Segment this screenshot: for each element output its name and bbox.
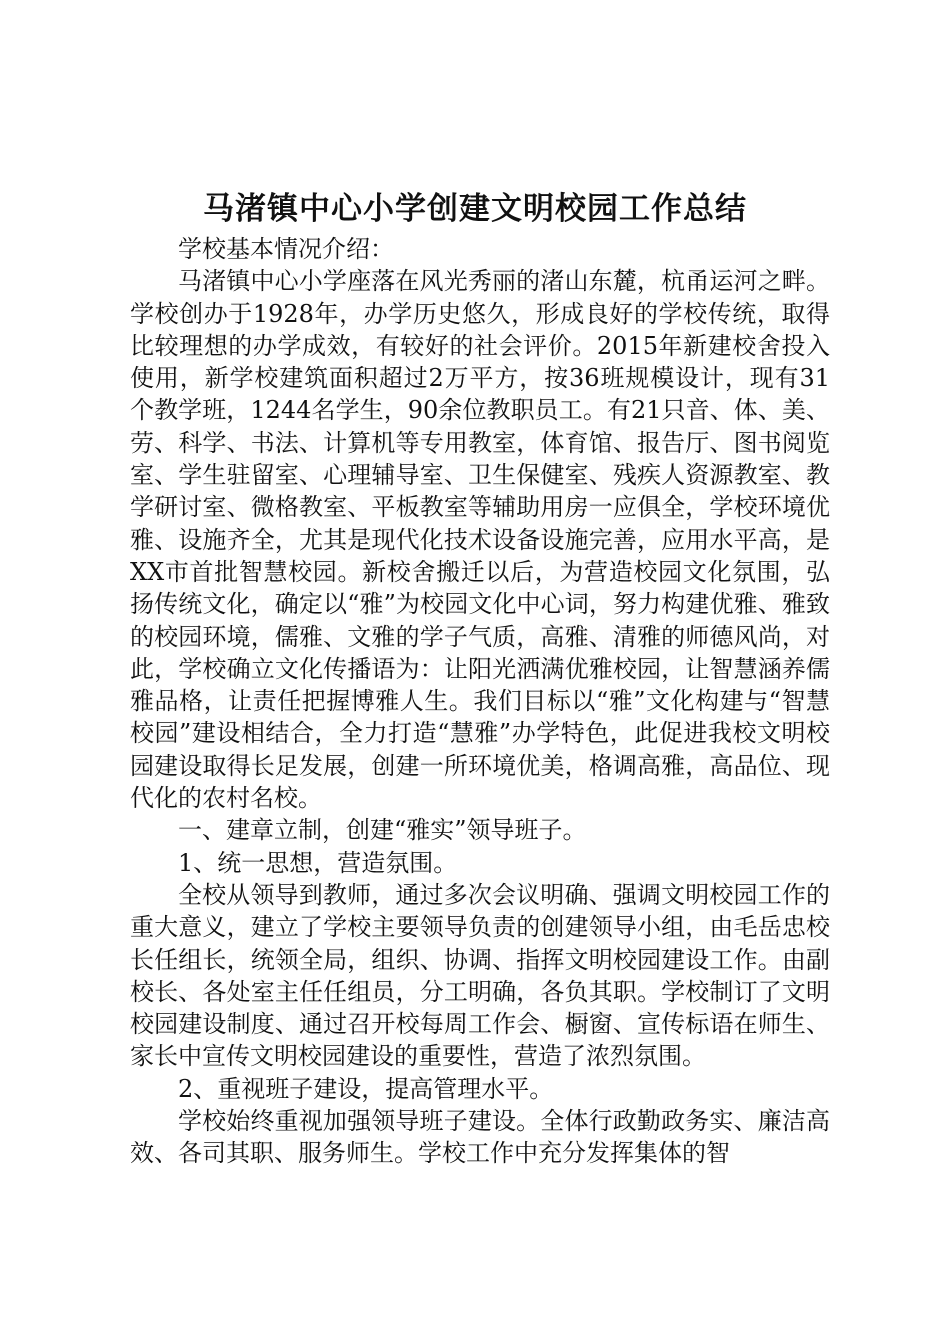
document-title: 马渚镇中心小学创建文明校园工作总结 — [203, 191, 747, 227]
paragraph-school-overview: 马渚镇中心小学座落在风光秀丽的渚山东麓，杭甬运河之畔。学校创办于1928年，办学历史悠久，形成良好的学校传统，取得比较理想的办学成效，有较好的社会评价。2015年新建校舍投入使用，新学校建筑面积超过2万平方，按36班规模设计，现有31个教学班，1244名学生，90余位教职员工。有21只音、体、美、劳、科学、书法、计算机等专用教室，体育馆、报告厅、图书阅览室、学生驻留室、心理辅导室、卫生保健室、残疾人资源教室、教学研讨室、微格教室、平板教室等辅助用房一应俱全，学校环境优雅、设施齐全，尤其是现代化技术设备设施完善，应用水平高，是XX市首批智慧校园。新校舍搬迁以后，为营造校园文化氛围，弘扬传统文化，确定以“雅”为校园文化中心词，努力构建优雅、雅致的校园环境，儒雅、文雅的学子气质，高雅、清雅的师德风尚，对此，学校确立文化传播语为：让阳光洒满优雅校园，让智慧涵养儒雅品格，让责任把握博雅人生。我们目标以“雅”文化构建与“智慧校园”建设相结合，全力打造“慧雅”办学特色，此促进我校文明校园建设取得长足发展，创建一所环境优美，格调高雅，高品位、现代化的农村名校。 — [130, 267, 830, 813]
paragraph-intro-heading: 学校基本情况介绍： — [178, 235, 394, 263]
section-heading-1: 一、建章立制，创建“雅实”领导班子。 — [178, 816, 587, 845]
paragraph-unify-thinking: 全校从领导到教师，通过多次会议明确、强调文明校园工作的重大意义，建立了学校主要领导负责的创建领导小组，由毛岳忠校长任组长，统领全局，组织、协调、指挥文明校园建设工作。由副校长、各处室主任任组员，分工明确，各负其职。学校制订了文明校园建设制度、通过召开校每周工作会、橱窗、宣传标语在师生、家长中宣传文明校园建设的重要性，营造了浓烈氛围。 — [130, 880, 830, 1071]
paragraph-leadership: 学校始终重视加强领导班子建设。全体行政勤政务实、廉洁高效、各司其职、服务师生。学校工作中充分发挥集体的智 — [130, 1107, 830, 1168]
subsection-heading-1-1: 1、统一思想，营造氛围。 — [178, 848, 458, 877]
subsection-heading-1-2: 2、重视班子建设，提高管理水平。 — [178, 1074, 554, 1103]
document-body — [130, 233, 830, 1170]
